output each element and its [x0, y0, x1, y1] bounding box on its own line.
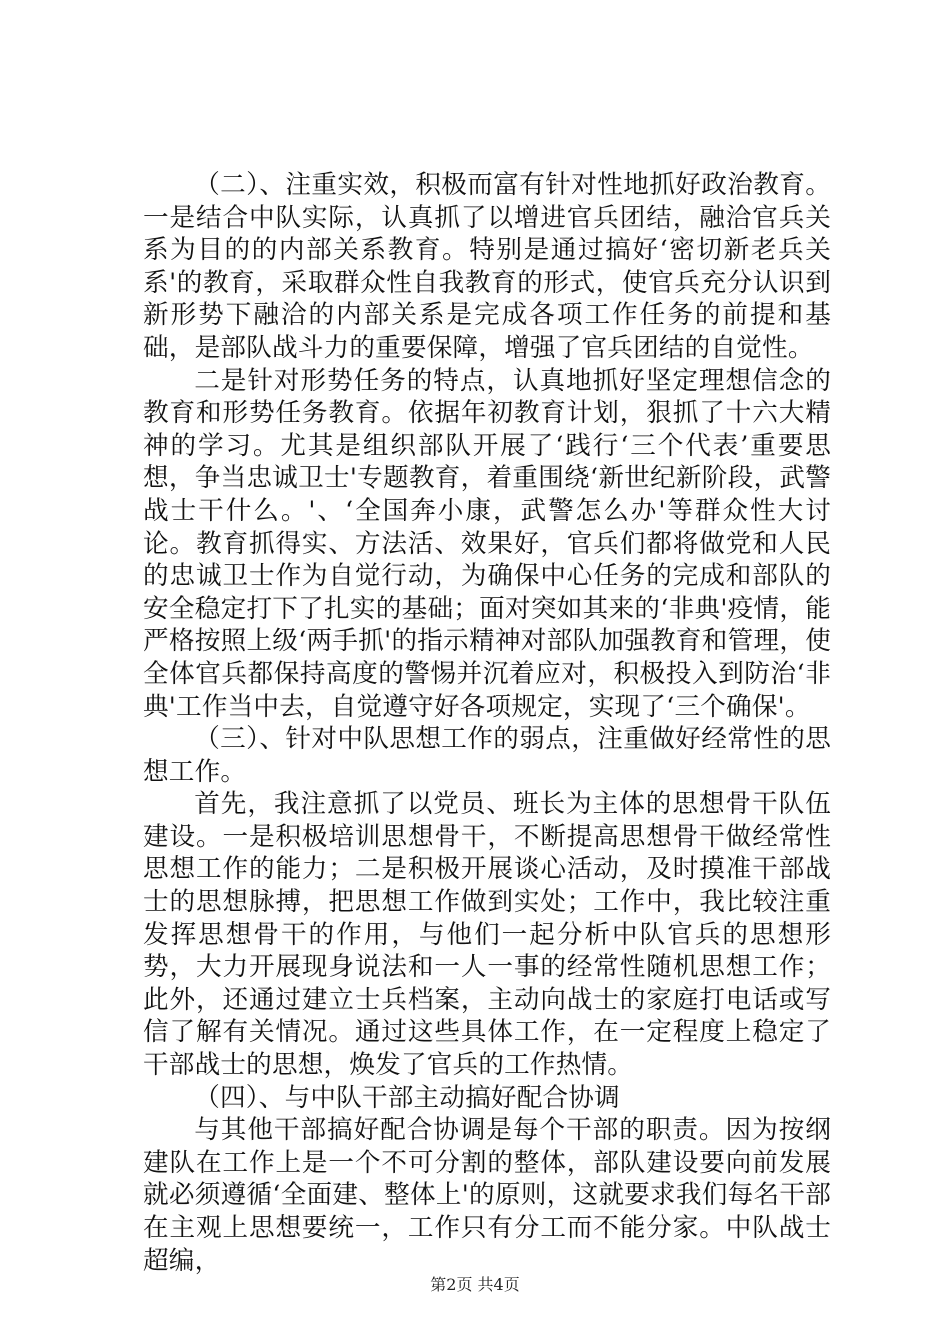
page-number-footer: 第2页 共4页	[430, 1275, 520, 1294]
paragraph-political-education: （二）、注重实效，积极而富有针对性地抓好政治教育。一是结合中队实际，认真抓了以增进官兵团结，融洽官兵关系为目的的内部关系教育。特别是通过搞好‘密切新老兵关系'的教育，采取群众性自我教育的形式，使官兵充分认识到新形势下融洽的内部关系是完成各项工作任务的前提和基础，是部队战斗力的重要保障，增强了官兵团结的自觉性。	[143, 170, 831, 363]
paragraph-heading-coordination: （四）、与中队干部主动搞好配合协调	[194, 1082, 620, 1113]
paragraph-coordination: 与其他干部搞好配合协调是每个干部的职责。因为按纲建队在工作上是一个不可分割的整体，部队建设要向前发展就必须遵循‘全面建、整体上'的原则，这就要求我们每名干部在主观上思想要统一，工作只有分工而不能分家。中队战士超编，	[143, 1115, 831, 1276]
paragraph-situation-education: 二是针对形势任务的特点，认真地抓好坚定理想信念的教育和形势任务教育。依据年初教育计划，狠抓了十六大精神的学习。尤其是组织部队开展了‘践行‘三个代表’重要思想，争当忠诚卫士'专题教育，着重围绕‘新世纪新阶段，武警战士干什么。'、‘全国奔小康，武警怎么办'等群众性大讨论。教育抓得实、方法活、效果好，官兵们都将做党和人民的忠诚卫士作为自觉行动，为确保中心任务的完成和部队的安全稳定打下了扎实的基础；面对突如其来的‘非典'疫情，能严格按照上级‘两手抓'的指示精神对部队加强教育和管理，使全体官兵都保持高度的警惕并沉着应对，积极投入到防治‘非典'工作当中去，自觉遵守好各项规定，实现了‘三个确保'。	[143, 365, 831, 722]
document-body	[143, 169, 831, 1277]
paragraph-backbone-team: 首先，我注意抓了以党员、班长为主体的思想骨干队伍建设。一是积极培训思想骨干，不断提高思想骨干做经常性思想工作的能力；二是积极开展谈心活动，及时摸准干部战士的思想脉搏，把思想工作做到实处；工作中，我比较注重发挥思想骨干的作用，与他们一起分析中队官兵的思想形势，大力开展现身说法和一人一事的经常性随机思想工作；此外，还通过建立士兵档案，主动向战士的家庭打电话或写信了解有关情况。通过这些具体工作，在一定程度上稳定了干部战士的思想，焕发了官兵的工作热情。	[143, 789, 831, 1081]
paragraph-heading-ideological-work: （三）、针对中队思想工作的弱点，注重做好经常性的思想工作。	[143, 724, 831, 787]
